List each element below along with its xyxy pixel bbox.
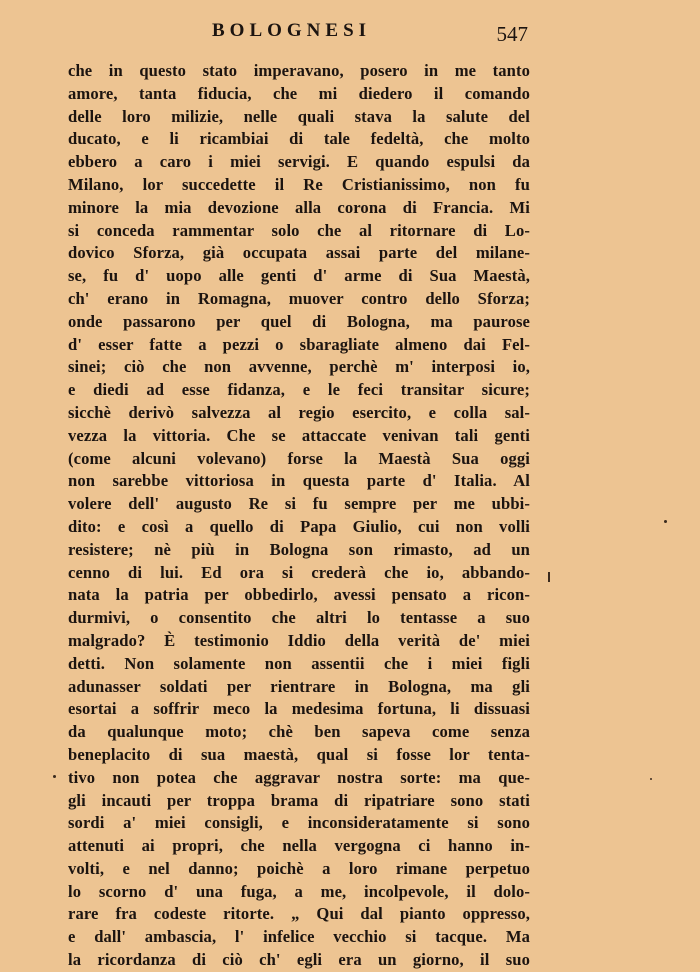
text-line: non sarebbe vittoriosa in questa parte d' Italia. Al xyxy=(68,471,530,491)
text-line: da qualunque moto; chè ben sapeva come senza xyxy=(68,722,530,742)
text-line: cenno di lui. Ed ora si crederà che io, abbando- xyxy=(68,562,530,582)
page-number: 547 xyxy=(496,22,528,46)
text-line: adunasser soldati per rientrare in Bologna, ma gli xyxy=(68,676,530,696)
text-line: gli incauti per troppa brama di ripatriare sono stati xyxy=(68,790,530,810)
text-line: (come alcuni volevano) forse la Maestà Sua oggi xyxy=(68,448,530,468)
text-line: minore la mia devozione alla corona di Francia. Mi xyxy=(68,197,530,217)
text-line: attenuti ai propri, che nella vergogna ci hanno in- xyxy=(68,836,530,856)
margin-mark xyxy=(548,572,550,582)
text-line: sicchè derivò salvezza al regio esercito, e colla sal- xyxy=(68,402,530,422)
body-text xyxy=(68,60,530,972)
page-header xyxy=(68,20,528,50)
ink-speck xyxy=(53,775,56,778)
ink-speck xyxy=(650,778,652,780)
text-line: e dall' ambascia, l' infelice vecchio si tacque. Ma xyxy=(68,927,530,947)
text-line: tivo non potea che aggravar nostra sorte: ma que- xyxy=(68,767,530,787)
text-line: delle loro milizie, nelle quali stava la salute del xyxy=(68,106,530,126)
text-line: lo scorno d' una fuga, a me, incolpevole, il dolo- xyxy=(68,881,530,901)
text-line: nata la patria per obbedirlo, avessi pensato a ricon- xyxy=(68,585,530,605)
text-line: resistere; nè più in Bologna son rimasto, ad un xyxy=(68,539,530,559)
ink-speck xyxy=(664,520,667,523)
text-line: beneplacito di sua maestà, qual si fosse lor tenta- xyxy=(68,744,530,764)
text-line: si conceda rammentar solo che al ritornare di Lo- xyxy=(68,220,530,240)
text-line: ebbero a caro i miei servigi. E quando espulsi da xyxy=(68,152,530,172)
text-line: se, fu d' uopo alle genti d' arme di Sua Maestà, xyxy=(68,266,530,286)
text-line: esortai a soffrir meco la medesima fortuna, li dissuasi xyxy=(68,699,530,719)
text-line: dovico Sforza, già occupata assai parte del milane- xyxy=(68,243,530,263)
text-line: malgrado? È testimonio Iddio della verità de' miei xyxy=(68,630,530,650)
text-line: sordi a' miei consigli, e inconsideratamente si sono xyxy=(68,813,530,833)
text-line: onde passarono per quel di Bologna, ma paurose xyxy=(68,311,530,331)
text-line: ducato, e li ricambiai di tale fedeltà, che molto xyxy=(68,129,530,149)
text-line: detti. Non solamente non assentii che i miei figli xyxy=(68,653,530,673)
text-line: ch' erano in Romagna, muover contro dello Sforza; xyxy=(68,288,530,308)
text-line: amore, tanta fiducia, che mi diedero il comando xyxy=(68,83,530,103)
text-line: rare fra codeste ritorte. „ Qui dal pianto oppresso, xyxy=(68,904,530,924)
text-line: e diedi ad esse fidanza, e le feci transitar sicure; xyxy=(68,380,530,400)
text-line: Milano, lor succedette il Re Cristianissimo, non fu xyxy=(68,174,530,194)
running-title: BOLOGNESI xyxy=(212,20,372,41)
text-line: che in questo stato imperavano, posero in me tanto xyxy=(68,61,530,80)
text-line: dito: e così a quello di Papa Giulio, cui non volli xyxy=(68,516,530,536)
text-line: sinei; ciò che non avvenne, perchè m' interposi io, xyxy=(68,357,530,377)
text-line: la ricordanza di ciò ch' egli era un giorno, il suo xyxy=(68,950,530,970)
text-line: volti, e nel danno; poichè a loro rimane perpetuo xyxy=(68,858,530,878)
text-line: d' esser fatte a pezzi o sbaragliate almeno dai Fel- xyxy=(68,334,530,354)
text-line: vezza la vittoria. Che se attaccate venivan tali genti xyxy=(68,425,530,445)
text-line: durmivi, o consentito che altri lo tentasse a suo xyxy=(68,608,530,628)
text-line: volere dell' augusto Re si fu sempre per me ubbi- xyxy=(68,494,530,514)
